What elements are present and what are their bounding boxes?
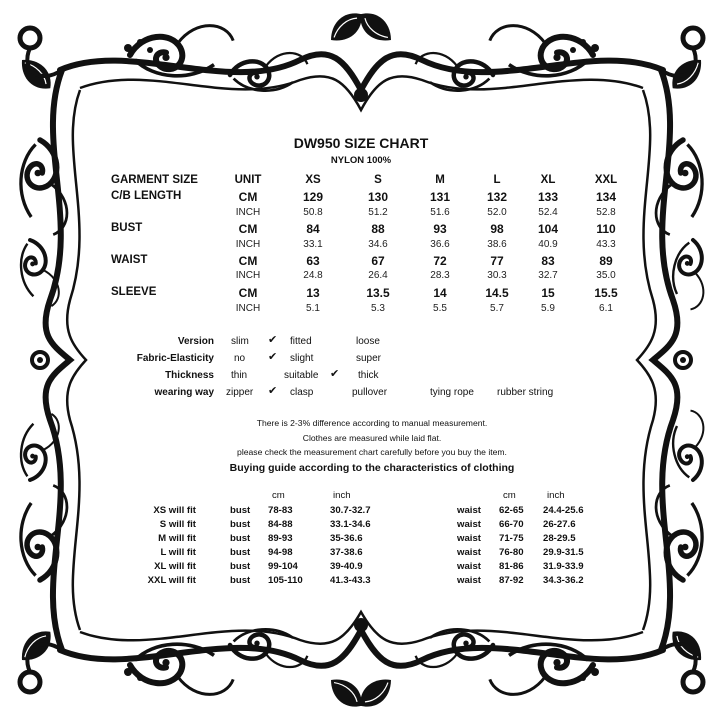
option-slight: slight <box>290 353 314 364</box>
check-icon: ✔ <box>268 334 278 346</box>
bust-inch: 41.3-43.3 <box>330 575 371 586</box>
fit-label: S will fit <box>159 519 196 530</box>
bust-cm: 78-83 <box>268 505 293 516</box>
option-pullover: pullover <box>352 387 388 398</box>
option-thin: thin <box>231 370 248 381</box>
bust-inch: 37-38.6 <box>330 547 363 558</box>
waist-m-cm: 72 <box>433 254 447 268</box>
waist-inch: 29.9-31.5 <box>543 547 584 558</box>
unit-cm: CM <box>238 190 258 204</box>
option-super: super <box>356 353 382 364</box>
cb-length-s-cm: 130 <box>367 190 389 204</box>
waist-xxl-cm: 89 <box>599 254 613 268</box>
bust-cm: 94-98 <box>268 547 293 558</box>
label-wearing-way: wearing way <box>154 387 214 398</box>
waist-inch: 24.4-25.6 <box>543 505 584 516</box>
guide-col-inch: inch <box>547 490 565 501</box>
header-size-xxl: XXL <box>594 174 618 186</box>
fit-label: XXL will fit <box>147 575 196 586</box>
waist-xs-inch: 24.8 <box>303 270 323 281</box>
bust-m-cm: 93 <box>433 222 447 236</box>
bust-xs-cm: 84 <box>306 222 320 236</box>
cb-length-s-inch: 51.2 <box>368 207 388 218</box>
waist-inch: 28-29.5 <box>543 533 576 544</box>
bust-inch: 30.7-32.7 <box>330 505 371 516</box>
waist-cm: 66-70 <box>499 519 524 530</box>
fit-label: L will fit <box>160 547 196 558</box>
sleeve-s-inch: 5.3 <box>371 303 385 314</box>
sleeve-xl-inch: 5.9 <box>541 303 555 314</box>
header-size-m: M <box>435 174 445 186</box>
waist-xl-inch: 32.7 <box>538 270 558 281</box>
frame-left <box>15 53 86 668</box>
header-size-xs: XS <box>305 174 321 186</box>
waist-xs-cm: 63 <box>306 254 320 268</box>
unit-cm: CM <box>238 286 258 300</box>
bust-s-inch: 34.6 <box>368 239 388 250</box>
option-clasp: clasp <box>290 387 314 398</box>
sleeve-xs-cm: 13 <box>306 286 320 300</box>
cb-length-xl-cm: 133 <box>537 190 559 204</box>
unit-inch: INCH <box>235 303 261 314</box>
waist-inch: 34.3-36.2 <box>543 575 584 586</box>
label-fabric-elasticity: Fabric-Elasticity <box>136 353 214 364</box>
bust-s-cm: 88 <box>371 222 385 236</box>
option-no: no <box>234 353 246 364</box>
check-icon: ✔ <box>268 385 278 397</box>
label-thickness: Thickness <box>165 370 214 381</box>
guide-col-cm: cm <box>272 490 285 501</box>
frame-top <box>60 6 663 110</box>
bust-xxl-cm: 110 <box>596 222 616 236</box>
check-icon: ✔ <box>268 351 278 363</box>
waist-cm: 81-86 <box>499 561 524 572</box>
option-thick: thick <box>358 370 379 381</box>
waist-inch: 26-27.6 <box>543 519 576 530</box>
bust-l-inch: 38.6 <box>487 239 507 250</box>
bust-cm: 89-93 <box>268 533 293 544</box>
waist-m-inch: 28.3 <box>430 270 450 281</box>
bust-xxl-inch: 43.3 <box>596 239 616 250</box>
bust-cm: 99-104 <box>268 561 298 572</box>
guide-col-inch: inch <box>333 490 351 501</box>
option-loose: loose <box>356 336 380 347</box>
sleeve-m-inch: 5.5 <box>433 303 447 314</box>
header-size-s: S <box>374 174 382 186</box>
option-suitable: suitable <box>284 370 319 381</box>
bust-m-inch: 36.6 <box>430 239 450 250</box>
waist-l-inch: 30.3 <box>487 270 507 281</box>
chart-title: DW950 SIZE CHART <box>293 135 429 151</box>
bust-xs-inch: 33.1 <box>303 239 323 250</box>
row-label-bust: BUST <box>111 222 143 234</box>
row-label-waist: WAIST <box>111 254 148 266</box>
bust-label: bust <box>230 505 251 516</box>
waist-l-cm: 77 <box>490 254 504 268</box>
option-rubber-string: rubber string <box>497 387 554 398</box>
sleeve-s-cm: 13.5 <box>366 286 390 300</box>
waist-label: waist <box>457 561 481 572</box>
header-unit: UNIT <box>234 174 262 186</box>
bust-label: bust <box>230 561 251 572</box>
sleeve-xs-inch: 5.1 <box>306 303 320 314</box>
bust-inch: 33.1-34.6 <box>330 519 371 530</box>
material-label: NYLON 100% <box>330 155 392 166</box>
note-check-chart: please check the measurement chart carefully before you buy the item. <box>237 447 507 457</box>
waist-xxl-inch: 35.0 <box>596 270 616 281</box>
waist-inch: 31.9-33.9 <box>543 561 584 572</box>
note-laid-flat: Clothes are measured while laid flat. <box>302 433 442 443</box>
cb-length-xs-cm: 129 <box>302 190 324 204</box>
option-slim: slim <box>231 336 249 347</box>
row-label-cb-length: C/B LENGTH <box>111 190 182 202</box>
bust-xl-cm: 104 <box>537 222 559 236</box>
sleeve-l-inch: 5.7 <box>490 303 504 314</box>
bust-label: bust <box>230 575 251 586</box>
unit-cm: CM <box>238 254 258 268</box>
sleeve-l-cm: 14.5 <box>485 286 509 300</box>
waist-cm: 62-65 <box>499 505 524 516</box>
bust-label: bust <box>230 519 251 530</box>
frame-right <box>637 53 712 668</box>
bust-inch: 39-40.9 <box>330 561 363 572</box>
waist-label: waist <box>457 533 481 544</box>
unit-inch: INCH <box>235 239 261 250</box>
bust-inch: 35-36.6 <box>330 533 363 544</box>
note-measurement-difference: There is 2-3% difference according to manual measurement. <box>256 418 488 428</box>
waist-cm: 76-80 <box>499 547 524 558</box>
waist-label: waist <box>457 547 481 558</box>
waist-s-inch: 26.4 <box>368 270 388 281</box>
bust-cm: 84-88 <box>268 519 293 530</box>
cb-length-xxl-cm: 134 <box>595 190 617 204</box>
cb-length-xs-inch: 50.8 <box>303 207 323 218</box>
bust-l-cm: 98 <box>490 222 504 236</box>
guide-col-cm: cm <box>503 490 516 501</box>
cb-length-m-cm: 131 <box>429 190 451 204</box>
sleeve-xxl-inch: 6.1 <box>599 303 613 314</box>
cb-length-xl-inch: 52.4 <box>538 207 558 218</box>
fit-label: XS will fit <box>153 505 196 516</box>
unit-inch: INCH <box>235 207 261 218</box>
frame-bottom <box>60 612 663 714</box>
bust-xl-inch: 40.9 <box>538 239 558 250</box>
cb-length-l-cm: 132 <box>486 190 508 204</box>
check-icon: ✔ <box>330 368 340 380</box>
row-label-sleeve: SLEEVE <box>111 286 157 298</box>
waist-cm: 87-92 <box>499 575 524 586</box>
bust-label: bust <box>230 547 251 558</box>
bust-label: bust <box>230 533 251 544</box>
option-fitted: fitted <box>290 336 312 347</box>
cb-length-l-inch: 52.0 <box>487 207 507 218</box>
header-size-l: L <box>493 174 501 186</box>
label-version: Version <box>177 336 214 347</box>
sleeve-xxl-cm: 15.5 <box>594 286 618 300</box>
waist-s-cm: 67 <box>371 254 385 268</box>
sleeve-m-cm: 14 <box>433 286 447 300</box>
waist-xl-cm: 83 <box>541 254 555 268</box>
unit-inch: INCH <box>235 270 261 281</box>
option-zipper: zipper <box>226 387 254 398</box>
guide-title: Buying guide according to the characteristics of clothing <box>229 462 515 474</box>
option-tying-rope: tying rope <box>430 387 474 398</box>
waist-label: waist <box>457 519 481 530</box>
unit-cm: CM <box>238 222 258 236</box>
cb-length-m-inch: 51.6 <box>430 207 450 218</box>
fit-label: XL will fit <box>154 561 196 572</box>
sleeve-xl-cm: 15 <box>541 286 555 300</box>
header-size-xl: XL <box>540 174 556 186</box>
header-garment-size: GARMENT SIZE <box>111 174 198 186</box>
fit-label: M will fit <box>158 533 196 544</box>
waist-cm: 71-75 <box>499 533 524 544</box>
waist-label: waist <box>457 575 481 586</box>
bust-cm: 105-110 <box>268 575 303 586</box>
waist-label: waist <box>457 505 481 516</box>
cb-length-xxl-inch: 52.8 <box>596 207 616 218</box>
